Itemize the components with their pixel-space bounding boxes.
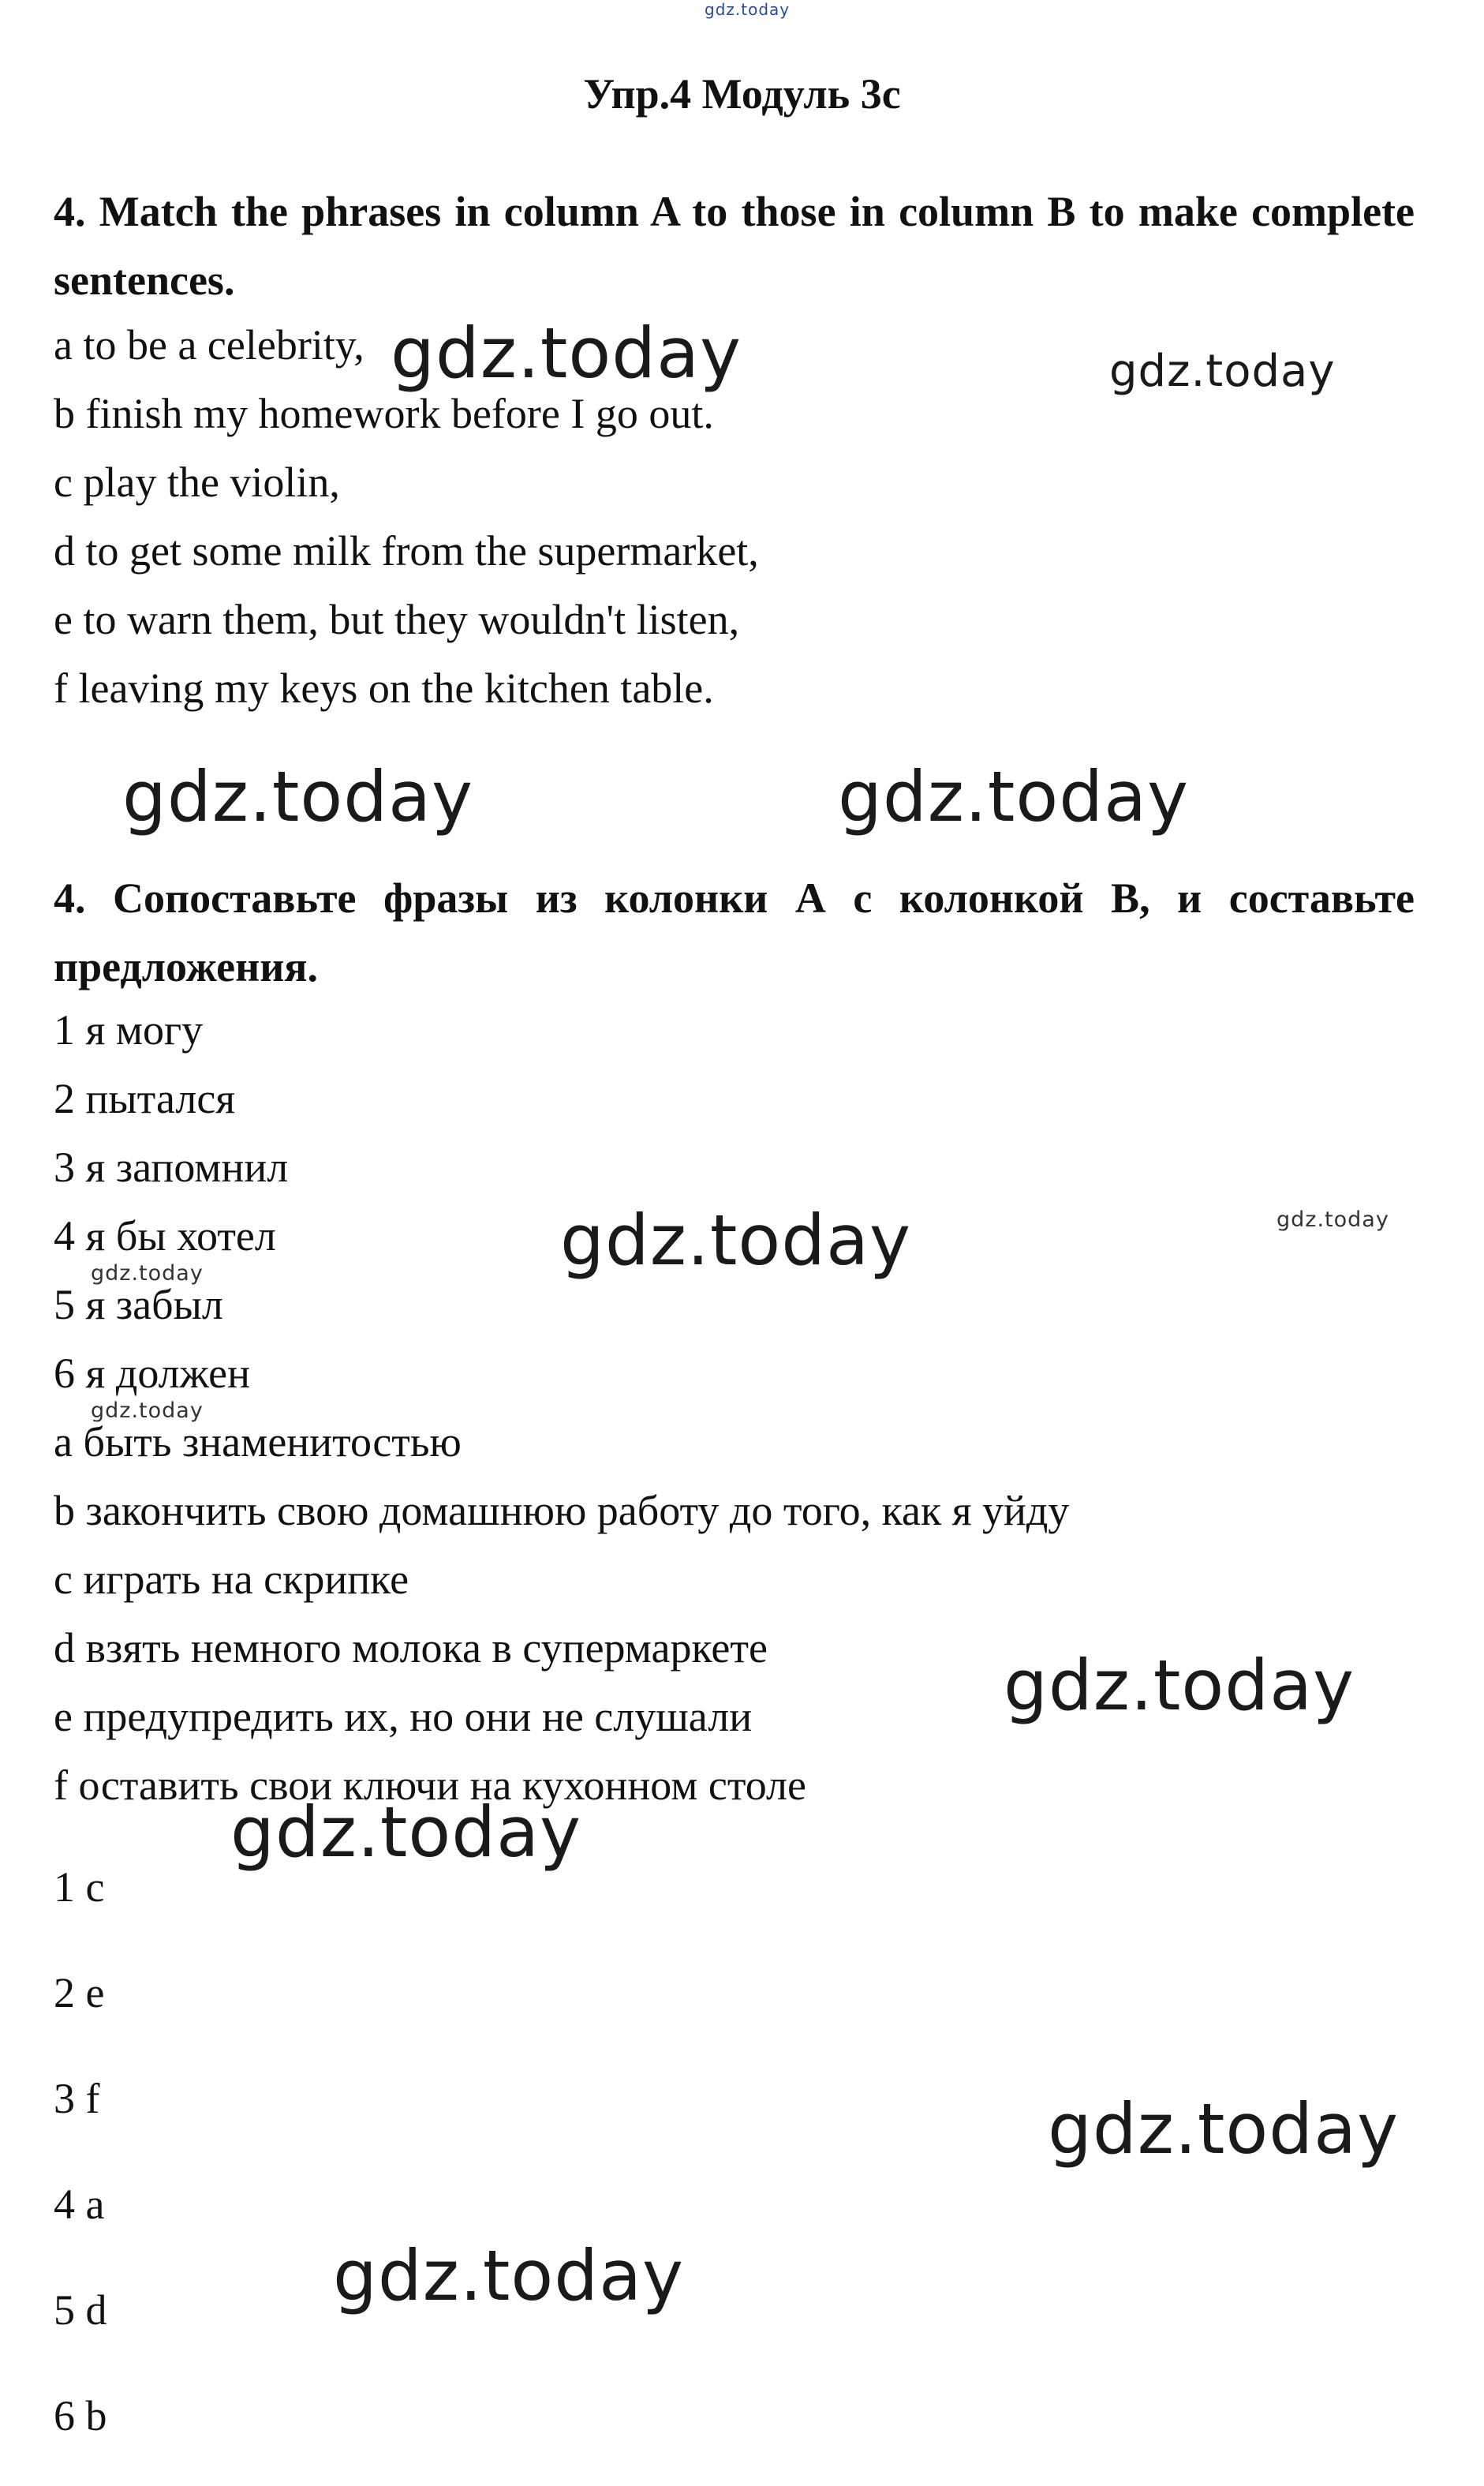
watermark-7: gdz.today — [91, 1261, 204, 1286]
watermark-8: gdz.today — [91, 1398, 204, 1423]
english-item-c: c play the violin, — [54, 459, 340, 506]
answer-2: 2 e — [54, 1969, 105, 2016]
watermark-12: gdz.today — [333, 2235, 685, 2316]
watermark-4: gdz.today — [838, 756, 1190, 837]
watermark-2: gdz.today — [1109, 346, 1336, 397]
russian-column-a-item-4: 4 я бы хотел — [54, 1212, 276, 1260]
russian-column-a-item-6: 6 я должен — [54, 1350, 251, 1397]
english-item-d: d to get some milk from the supermarket, — [54, 527, 759, 575]
answer-4: 4 a — [54, 2181, 105, 2228]
answer-1: 1 c — [54, 1863, 105, 1911]
russian-column-b-item-b: b закончить свою домашнюю работу до того, как я уйду — [54, 1487, 1070, 1534]
watermark-5: gdz.today — [560, 1200, 912, 1281]
watermark-1: gdz.today — [391, 313, 742, 394]
russian-column-a-item-2: 2 пытался — [54, 1075, 236, 1122]
english-item-a: a to be a celebrity, — [54, 321, 364, 369]
watermark-3: gdz.today — [122, 756, 474, 837]
answer-5: 5 d — [54, 2286, 107, 2334]
russian-task-heading: 4. Сопоставьте фразы из колонки А с колонкой В, и составьте предложения. — [54, 874, 1415, 990]
russian-column-b-item-c: c играть на скрипке — [54, 1556, 409, 1603]
watermark-9: gdz.today — [1004, 1645, 1355, 1726]
english-item-e: e to warn them, but they wouldn't listen, — [54, 596, 740, 643]
russian-column-b-item-a: a быть знаменитостью — [54, 1418, 462, 1466]
page-title: Упр.4 Модуль 3с — [583, 70, 901, 118]
russian-column-b-item-d: d взять немного молока в супермаркете — [54, 1624, 768, 1672]
russian-column-b-item-e: e предупредить их, но они не слушали — [54, 1693, 753, 1740]
english-task-heading: 4. Match the phrases in column A to those in column B to make complete sentences. — [54, 188, 1415, 304]
english-item-b: b finish my homework before I go out. — [54, 390, 714, 437]
answer-3: 3 f — [54, 2075, 100, 2122]
answer-6: 6 b — [54, 2392, 107, 2439]
russian-column-a-item-5: 5 я забыл — [54, 1281, 223, 1328]
russian-column-a-item-1: 1 я могу — [54, 1006, 204, 1054]
watermark-10: gdz.today — [230, 1791, 582, 1873]
russian-column-b-item-f: f оставить свои ключи на кухонном столе — [54, 1762, 806, 1809]
watermark-11: gdz.today — [1048, 2088, 1400, 2170]
english-item-f: f leaving my keys on the kitchen table. — [54, 665, 714, 712]
watermark-top: gdz.today — [705, 0, 791, 19]
watermark-6: gdz.today — [1277, 1207, 1389, 1232]
russian-column-a-item-3: 3 я запомнил — [54, 1144, 289, 1191]
